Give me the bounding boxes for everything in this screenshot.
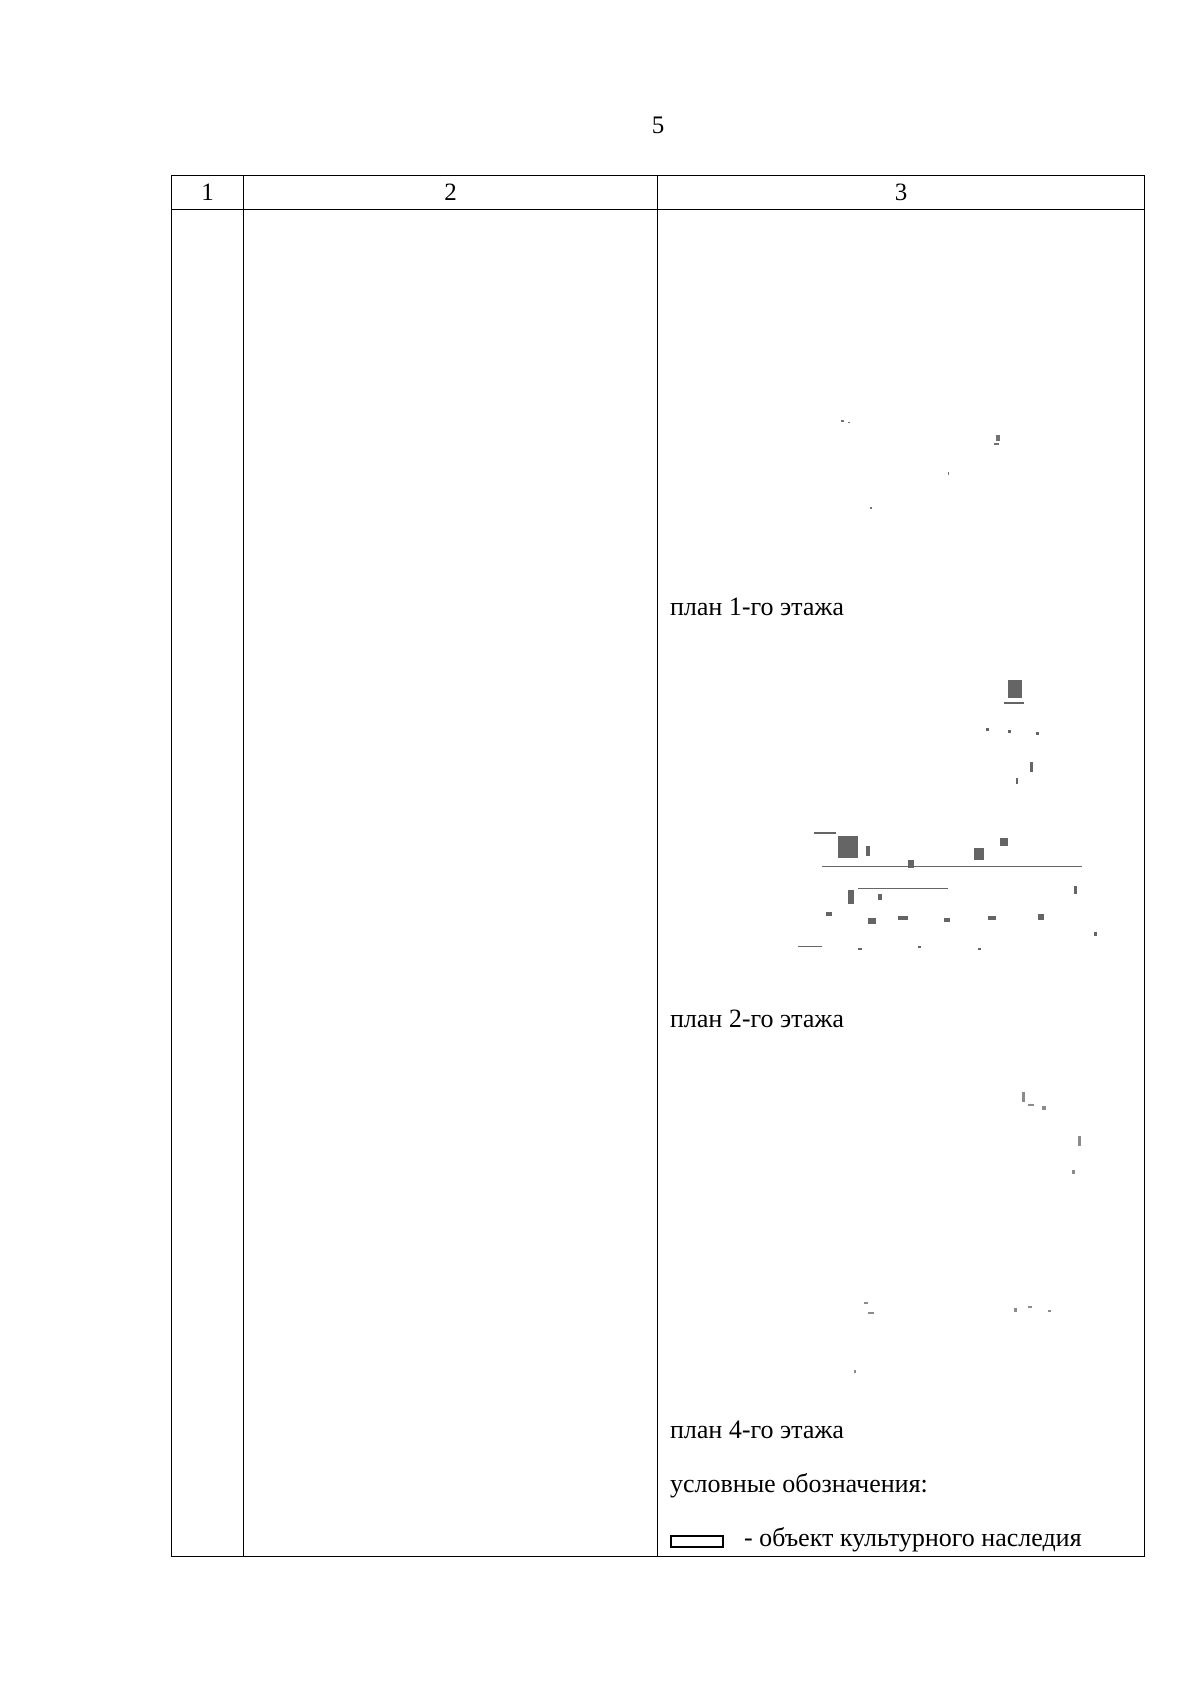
floor-plan-faint-icon [718, 650, 1118, 960]
floor-plan-4-drawing [718, 1070, 1118, 1380]
plan-caption-2: план 2-го этажа [670, 1004, 844, 1033]
document-table [171, 175, 1145, 1557]
floor-plan-2-drawing [718, 650, 1118, 960]
table-header-row [172, 176, 1145, 210]
floor-plan-faint-icon [718, 1070, 1118, 1380]
body-cell-2 [244, 210, 658, 1557]
legend-title: условные обозначения: [670, 1469, 928, 1498]
body-cell-3 [658, 210, 1145, 1557]
plan-caption-4: план 4-го этажа [670, 1415, 844, 1444]
table-body-row [172, 210, 1145, 1557]
heritage-object-outline-swatch-icon [670, 1535, 724, 1548]
header-cell-2: 2 [244, 176, 658, 210]
plan-caption-1: план 1-го этажа [670, 592, 844, 621]
page-number: 5 [651, 112, 665, 139]
floor-plan-1-drawing [718, 410, 1118, 530]
header-cell-1: 1 [172, 176, 244, 210]
header-cell-3: 3 [658, 176, 1145, 210]
legend-item [670, 1523, 1082, 1553]
body-cell-1 [172, 210, 244, 1557]
legend-item-label: - объект культурного наследия [744, 1523, 1082, 1552]
floor-plan-faint-icon [718, 410, 1118, 530]
